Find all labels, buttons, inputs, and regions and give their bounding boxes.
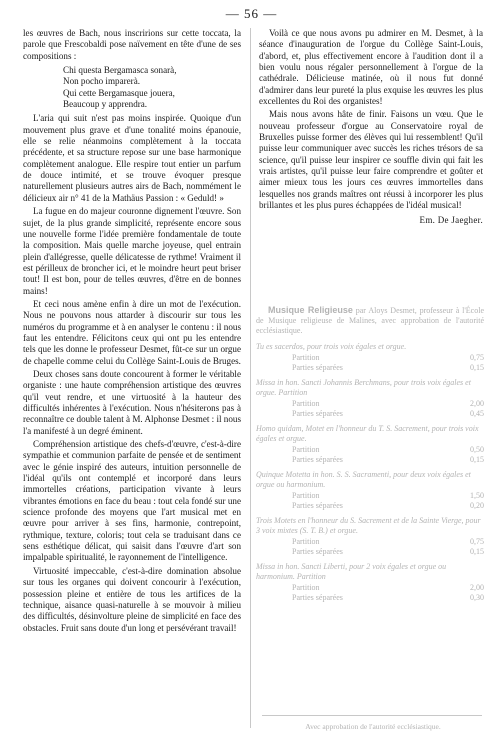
paragraph: les œuvres de Bach, nous inscririons sur cette toccata, la parole que Frescobaldi pose naïvement en tête d'une de ses compositions : <box>23 28 241 61</box>
ad-price-label: Partition <box>292 491 320 500</box>
ad-price-label: Parties séparées <box>292 409 343 418</box>
ad-price-value: 0,15 <box>470 547 484 556</box>
paragraph: Virtuosité impeccable, c'est-à-dire domination absolue sur tous les organes qui doivent concourir à l'exécution, possession pleine et entière de tous les artifices de la technique, aisance quasi-naturelle à se mouvoir à milieu des difficultés, désinvolture pleine de simplicité en face des obstacles. Fruit sans doute d'un long et persévérant travail! <box>23 565 241 633</box>
ad-price-row <box>256 501 484 511</box>
ad-price-row <box>256 353 484 363</box>
ad-work-title: Homo quidam, Motet en l'honneur du T. S. Sacrement, pour trois voix égales et orgue. <box>256 424 479 443</box>
ad-work-title: Missa in hon. Sancti Liberti, pour 2 voix égales et orgue ou harmonium. Partition <box>256 562 447 581</box>
ad-price-value: 2,00 <box>470 399 484 408</box>
page-number: — 56 — <box>225 6 278 21</box>
ad-price-row <box>256 409 484 419</box>
ad-work <box>256 562 484 603</box>
paragraph: La fugue en do majeur couronne dignement l'œuvre. Son sujet, de la plus grande simplicité, représente encore sous une nouvelle forme l'idée première fondamentale de toute la composition. Mais quelle marche joyeuse, quel entrain plein d'allégresse, quelle délicatesse de rythme! Vraiment il est périlleux de broncher ici, et le moindre heurt peut briser tout! Il est bon, pour de telles œuvres, d'être en de bonnes mains! <box>23 206 241 296</box>
ad-price-value: 1,50 <box>470 491 484 500</box>
verse-line: Non pocho imparerà. <box>63 76 141 87</box>
ad-price-row <box>256 399 484 409</box>
ad-price-row <box>256 547 484 557</box>
paragraph: Deux choses sans doute concourent à former le véritable organiste : une haute compréhension artistique des œuvres qu'il veut rendre, et une virtuosité à la hauteur des difficultés inhérentes à l'exécution. Nous n'hésiterons pas à reconnaître ce double talent à M. Alphonse Desmet : il nous l'a manifesté à un degré éminent. <box>23 368 241 436</box>
ad-price-row <box>256 583 484 593</box>
ad-work-title: Tu es sacerdos, pour trois voix égales et orgue. <box>256 342 407 351</box>
ad-price-row <box>256 363 484 373</box>
ad-price-label: Partition <box>292 445 320 454</box>
verse-line: Chi questa Bergamasca sonarà, <box>63 65 177 76</box>
ad-price-label: Partition <box>292 399 320 408</box>
ad-price-row <box>256 491 484 501</box>
advertisement <box>256 305 484 608</box>
ad-intro: par Aloys Desmet, professeur à l'École de Musique religieuse de Malines, avec approbation de l'autorité ecclésiastique. <box>256 306 484 335</box>
ad-price-value: 2,00 <box>470 583 484 592</box>
ad-price-label: Parties séparées <box>292 363 343 372</box>
ad-title: Musique Religieuse <box>268 305 353 315</box>
verse-line: Qui cette Bergamasque jouera, <box>63 87 175 98</box>
ad-footer-divider <box>262 715 482 716</box>
column-divider <box>250 28 251 728</box>
ad-price-row <box>256 445 484 455</box>
verse-line: Beaucoup y apprendra. <box>63 99 148 110</box>
paragraph: Voilà ce que nous avons pu admirer en M. Desmet, à la séance d'inauguration de l'orgue du Collège Saint-Louis, d'abord, et, plus effectivement encore à l'audition dont il a bien voulu nous régaler personnellement à l'orgue de la cathédrale. Délicieuse matinée, où il nous fut donné d'admirer dans leur pureté la plus exquise les œuvres les plus excellentes du Roi des organistes! <box>259 28 483 107</box>
ad-price-label: Parties séparées <box>292 593 343 602</box>
ad-price-value: 0,15 <box>470 455 484 464</box>
paragraph: L'aria qui suit n'est pas moins inspirée. Quoique d'un mouvement plus grave et d'une tonalité moins épanouie, elle se relie néanmoins complètement à la toccata précédente, et sa structure repose sur une base harmonique complètement analogue. Elle respire tout entier un parfum de douce intimité, et se trouve évoquer presque naturellement plusieurs autres airs de Bach, nommément le délicieux air n° 41 de la Mathäus Passion : « Geduld! » <box>23 113 241 203</box>
ad-price-label: Partition <box>292 537 320 546</box>
ad-work-title: Missa in hon. Sancti Johannis Berchmans, pour trois voix égales et orgue. Partition <box>256 378 471 397</box>
ad-price-value: 0,20 <box>470 501 484 510</box>
ad-work <box>256 516 484 557</box>
ad-price-label: Parties séparées <box>292 501 343 510</box>
ad-footer: Avec approbation de l'autorité ecclésiastique. <box>305 722 441 731</box>
paragraph: Compréhension artistique des chefs-d'œuvre, c'est-à-dire sympathie et communion parfaite de pensée et de sentiment avec le génie inspiré des auteurs, intuition personnelle de l'idéal qu'ils ont contemplé et incorporé dans leurs immortelles créations, participation vivante à leurs vibrantes émotions en face du beau : tout cela fondé sur une science profonde des moyens que l'art musical met en œuvre pour arriver à ses fins, harmonie, contrepoint, rythmique, texture, coloris; tout cela se traduisant dans ce sens esthétique délicat, qui saisit dans l'œuvre d'art son impalpable spiritualité, le rayonnement de l'intelligence. <box>23 439 241 563</box>
ad-work <box>256 424 484 465</box>
right-column <box>259 28 483 226</box>
ad-price-row <box>256 455 484 465</box>
left-column <box>23 28 241 636</box>
ad-price-label: Partition <box>292 353 320 362</box>
ad-header <box>256 305 484 336</box>
ad-works-list <box>256 342 484 603</box>
ad-price-value: 0,15 <box>470 363 484 372</box>
ad-price-label: Parties séparées <box>292 547 343 556</box>
ad-work-title: Trois Motets en l'honneur du S. Sacrement et de la Sainte Vierge, pour 3 voix mixtes (S. T. B.) et orgue. <box>256 516 481 535</box>
paragraph: Et ceci nous amène enfin à dire un mot de l'exécution. Nous ne pouvons nous attarder à discourir sur tous les numéros du programme et à en analyser le contenu : il nous faut les entendre. Félicitons ceux qui ont pu les entendre tels que les donne le professeur Desmet, fût-ce sur un orgue de chapelle comme celui du Collège Saint-Louis de Bruges. <box>23 298 241 366</box>
ad-price-value: 0,50 <box>470 445 484 454</box>
ad-price-label: Partition <box>292 583 320 592</box>
ad-work <box>256 470 484 511</box>
ad-work-title: Quinque Motetta in hon. S. S. Sacramenti, pour deux voix égales et orgue ou harmonium. <box>256 470 471 489</box>
ad-price-value: 0,30 <box>470 593 484 602</box>
ad-price-value: 0,75 <box>470 537 484 546</box>
ad-price-value: 0,75 <box>470 353 484 362</box>
ad-price-row <box>256 537 484 547</box>
ad-price-value: 0,45 <box>470 409 484 418</box>
ad-price-label: Parties séparées <box>292 455 343 464</box>
signature: Em. De Jaegher. <box>419 214 483 225</box>
ad-work <box>256 342 484 373</box>
verse-block <box>63 65 241 110</box>
ad-work <box>256 378 484 419</box>
paragraph: Mais nous avons hâte de finir. Faisons un vœu. Que le nouveau professeur d'orgue au Conservatoire royal de Bruxelles puisse former des élèves qui lui ressemblent! Qu'il puisse leur communiquer avec succès les riches trésors de sa science, qu'il puisse leur inspirer ce souffle divin qui fait les vrais artistes, qu'il puisse leur faire comprendre et goûter et aimer mieux tous les jours ces œuvres immortelles dans lesquelles nos grands maîtres ont réussi à incorporer les plus brillantes et les plus pures échappées de l'idéal musical! <box>259 109 483 211</box>
ad-price-row <box>256 593 484 603</box>
